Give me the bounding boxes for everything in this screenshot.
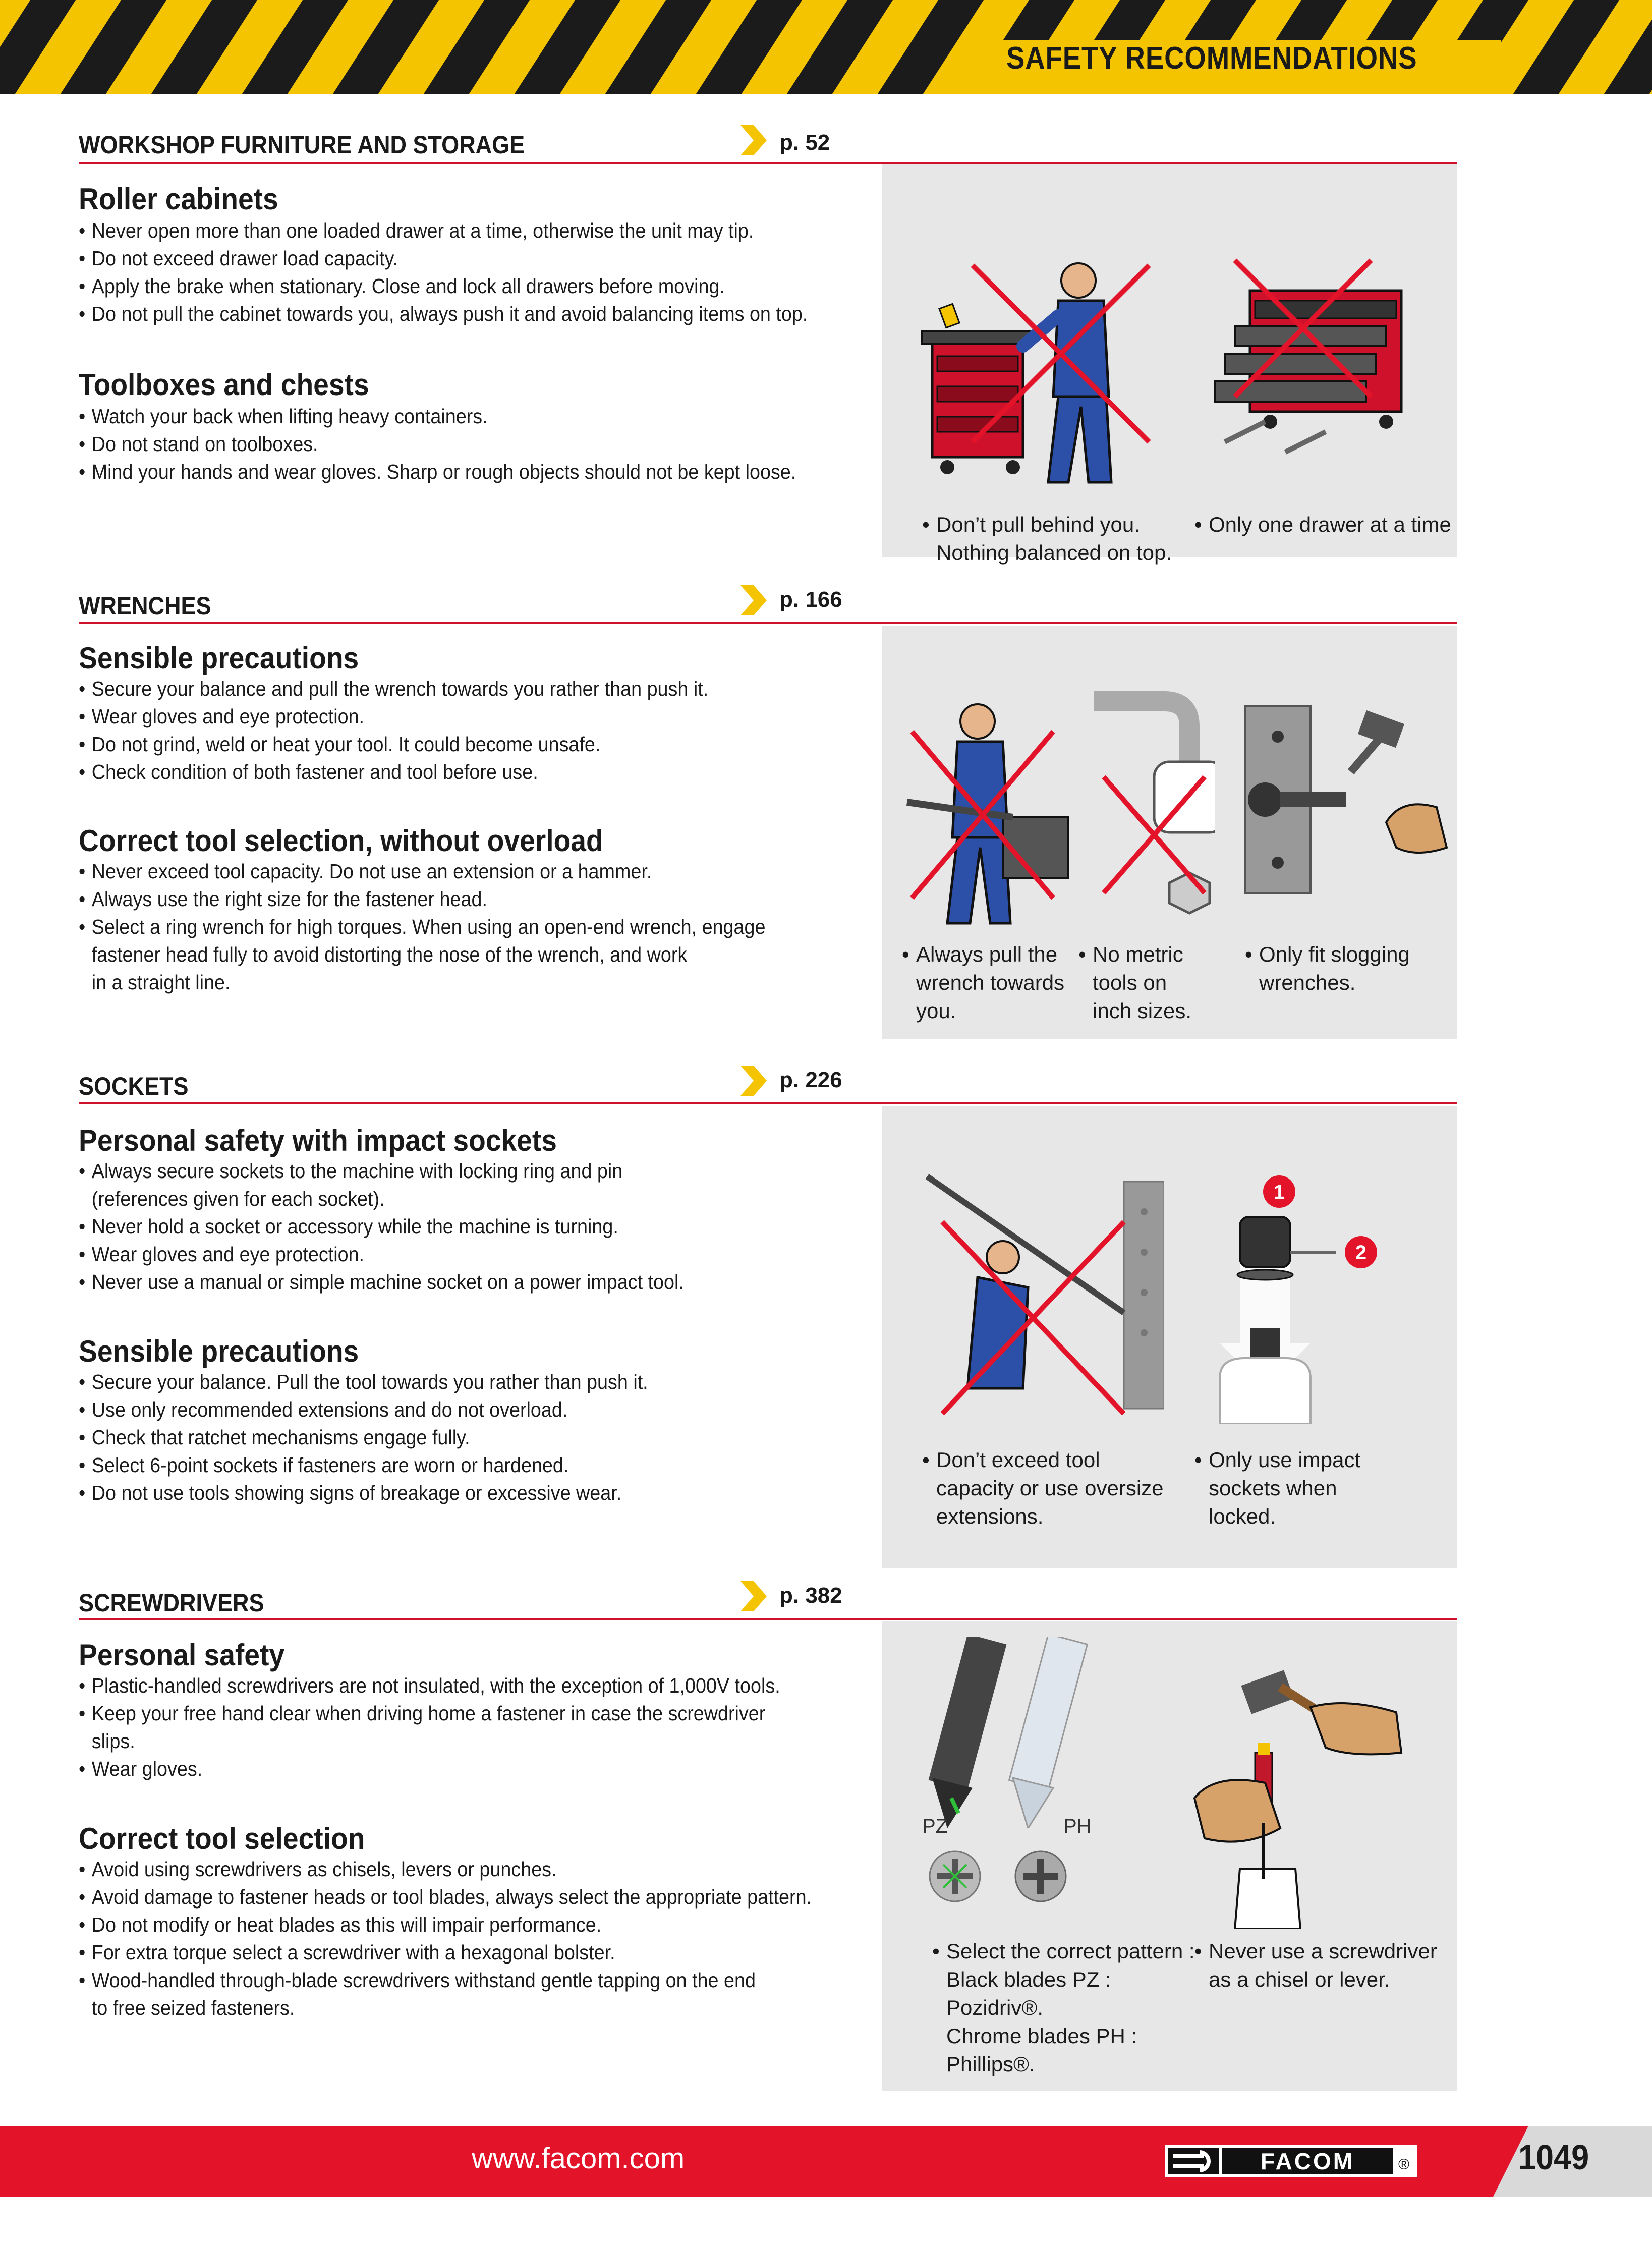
chevron-right-icon [740, 1581, 767, 1611]
bullet-item: • Avoid using screwdrivers as chisels, levers or punches. [79, 1856, 890, 1883]
page-reference-link[interactable]: p. 382 [779, 1583, 842, 1608]
section-title: SOCKETS [79, 1072, 189, 1100]
bullet-list [79, 675, 960, 786]
illustration-caption [1194, 1909, 1437, 2022]
block-title: Roller cabinets [79, 182, 278, 216]
block-title: Correct tool selection, without overload [79, 824, 603, 858]
bullet-item: • Never exceed tool capacity. Do not use an extension or a hammer. [79, 858, 890, 885]
bullet-item: • Never use a manual or simple machine socket on a power impact tool. [79, 1268, 890, 1296]
caption-item: • Never use a screwdriver as a chisel or lever. [1194, 1937, 1437, 1994]
illustration-caption [902, 912, 1064, 1053]
bullet-item: • Wear gloves and eye protection. [79, 1241, 890, 1268]
bullet-item: • Wood-handled through-blade screwdrivers withstand gentle tapping on the end to free seized fasteners. [79, 1967, 890, 2022]
page-title: SAFETY RECOMMENDATIONS [1006, 41, 1417, 76]
bullet-list [79, 217, 960, 328]
bullet-list [79, 1157, 960, 1296]
bullet-item: • Secure your balance. Pull the tool towards you rather than push it. [79, 1368, 890, 1396]
wrench-pull-illustration [902, 686, 1073, 948]
bullet-item: • Do not modify or heat blades as this will impair performance. [79, 1911, 890, 1939]
bullet-item: • Watch your back when lifting heavy containers. [79, 403, 890, 430]
bullet-item: • Use only recommended extensions and do not overload. [79, 1396, 890, 1424]
illustration-panel [882, 1106, 1457, 1568]
bullet-item: • Avoid damage to fastener heads or tool blades, always select the appropriate pattern. [79, 1883, 890, 1911]
locked-impact-socket-illustration [1184, 1166, 1437, 1424]
bullet-item: • Select a ring wrench for high torques. When using an open-end wrench, engage fastener head fully to avoid distorting the nose of the wrench, and work in a straight line. [79, 913, 890, 996]
bullet-item: • Do not exceed drawer load capacity. [79, 245, 890, 272]
pozidriv-label: PZ [922, 1815, 948, 1837]
bullet-list [79, 403, 960, 486]
chevron-right-icon [740, 125, 767, 155]
bullet-list [79, 1856, 960, 2022]
bullet-item: • Check that ratchet mechanisms engage fully. [79, 1424, 890, 1451]
chevron-right-icon [740, 585, 767, 615]
bullet-item: • Apply the brake when stationary. Close and lock all drawers before moving. [79, 272, 890, 300]
facom-wordmark: FACOM [1222, 2148, 1393, 2174]
bullet-item: • Do not grind, weld or heat your tool. It could become unsafe. [79, 731, 890, 758]
bullet-item: • Never hold a socket or accessory while the machine is turning. [79, 1213, 890, 1241]
caption-item: • Only one drawer at a time [1194, 511, 1451, 539]
illustration-caption [1194, 482, 1451, 567]
block-title: Sensible precautions [79, 641, 359, 675]
caption-item: • Don’t exceed tool capacity or use oversize extensions. [922, 1446, 1164, 1531]
facom-logo [1165, 2145, 1417, 2177]
bullet-list [79, 858, 960, 996]
bullet-item: • Mind your hands and wear gloves. Sharp or rough objects should not be kept loose. [79, 458, 890, 486]
section-title: WORKSHOP FURNITURE AND STORAGE [79, 131, 525, 159]
slogging-wrench-illustration [1235, 696, 1452, 908]
caption-item: • Only fit slogging wrenches. [1245, 940, 1410, 997]
illustration-caption [922, 1418, 1164, 1559]
toolbox-drawers-illustration [1205, 250, 1437, 472]
chevron-right-icon [740, 1066, 767, 1096]
illustration-caption [1078, 912, 1191, 1053]
step-marker: 1 [1273, 1181, 1285, 1203]
caption-item: • Don’t pull behind you. Nothing balanced on top. [922, 511, 1172, 567]
page-number: 1049 [1518, 2138, 1589, 2177]
metric-socket-illustration [1073, 686, 1215, 928]
block-title: Sensible precautions [79, 1334, 359, 1368]
bullet-list [79, 1368, 960, 1507]
bullet-item: • Keep your free hand clear when driving home a fastener in case the screwdriver slips. [79, 1700, 890, 1755]
section-title: SCREWDRIVERS [79, 1589, 264, 1617]
pozidriv-screw-head-icon [927, 1848, 983, 1904]
phillips-label: PH [1063, 1815, 1092, 1837]
block-title: Correct tool selection [79, 1822, 365, 1856]
section-divider [79, 1102, 1457, 1104]
bullet-item: • Always use the right size for the fastener head. [79, 885, 890, 913]
facom-logo-mark-icon [1168, 2148, 1219, 2174]
illustration-panel [882, 626, 1457, 1039]
section-divider [79, 1618, 1457, 1620]
illustration-panel [882, 1621, 1457, 2091]
bullet-item: • Check condition of both fastener and tool before use. [79, 758, 890, 786]
impact-socket-overload-illustration [912, 1171, 1164, 1429]
bullet-item: • Never open more than one loaded drawer at a time, otherwise the unit may tip. [79, 217, 890, 245]
block-title: Personal safety [79, 1638, 285, 1672]
illustration-caption [922, 482, 1172, 595]
bullet-item: • Select 6-point sockets if fasteners are worn or hardened. [79, 1451, 890, 1479]
illustration-caption [1194, 1418, 1360, 1559]
phillips-screw-head-icon [1013, 1848, 1068, 1904]
caption-item: • Only use impact sockets when locked. [1194, 1446, 1360, 1531]
footer-margin [0, 2197, 1652, 2243]
caption-item: • Select the correct pattern : Black blades PZ : Pozidriv®. Chrome blades PH : Phillips®. [932, 1937, 1195, 2079]
illustration-panel [882, 164, 1457, 565]
page-reference-link[interactable]: p. 166 [779, 587, 842, 612]
section-divider [79, 622, 1457, 624]
bullet-item: • Secure your balance and pull the wrench towards you rather than push it. [79, 675, 890, 703]
bullet-item: • Wear gloves. [79, 1755, 890, 1783]
bullet-item: • Do not pull the cabinet towards you, always push it and avoid balancing items on top. [79, 300, 890, 328]
screwdriver-hammer-illustration [1184, 1657, 1442, 1929]
registered-mark: ® [1398, 2156, 1410, 2173]
bullet-item: • Do not stand on toolboxes. [79, 430, 890, 458]
bullet-item: • For extra torque select a screwdriver with a hexagonal bolster. [79, 1939, 890, 1967]
bullet-item: • Always secure sockets to the machine with locking ring and pin (references given for each socket). [79, 1157, 890, 1213]
block-title: Toolboxes and chests [79, 368, 369, 402]
website-link[interactable]: www.facom.com [472, 2142, 685, 2175]
bullet-list [79, 1672, 960, 1783]
illustration-caption [1245, 912, 1410, 1025]
caption-item: • No metric tools on inch sizes. [1078, 940, 1191, 1025]
illustration-caption [932, 1909, 1195, 2107]
section-title: WRENCHES [79, 592, 211, 620]
bullet-item: • Wear gloves and eye protection. [79, 703, 890, 731]
screwdriver-blades-illustration [922, 1637, 1104, 1828]
page-reference-link[interactable]: p. 52 [779, 130, 830, 155]
caption-item: • Always pull the wrench towards you. [902, 940, 1064, 1025]
bullet-item: • Plastic-handled screwdrivers are not insulated, with the exception of 1,000V tools. [79, 1672, 890, 1700]
bullet-item: • Do not use tools showing signs of breakage or excessive wear. [79, 1479, 890, 1507]
page-reference-link[interactable]: p. 226 [779, 1068, 842, 1092]
step-marker: 2 [1355, 1242, 1367, 1264]
block-title: Personal safety with impact sockets [79, 1124, 557, 1157]
